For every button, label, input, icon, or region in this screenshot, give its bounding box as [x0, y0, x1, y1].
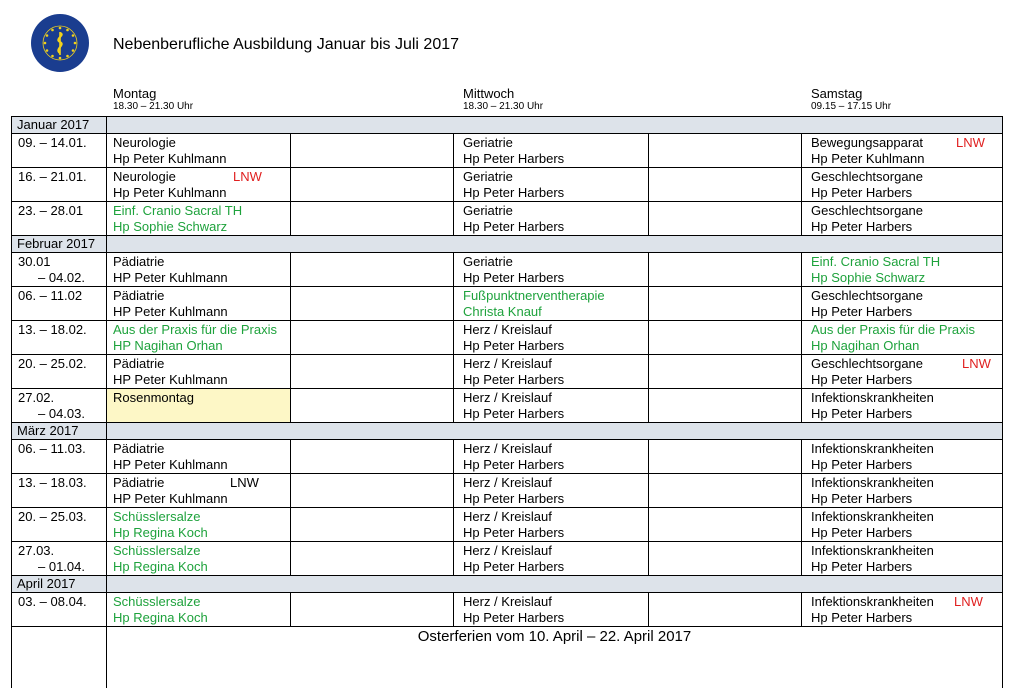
- samstag-teacher: Hp Peter Harbers: [811, 559, 913, 574]
- mittwoch-teacher: Hp Peter Harbers: [463, 338, 565, 353]
- month-band: [11, 575, 1003, 592]
- lnw-badge: LNW: [230, 475, 259, 490]
- mittwoch-subject: Herz / Kreislauf: [463, 356, 552, 371]
- col-divider: [290, 167, 291, 201]
- montag-subject: Neurologie: [113, 135, 176, 150]
- col-divider: [648, 133, 649, 167]
- col-divider: [453, 201, 454, 235]
- row-divider: [11, 626, 1003, 627]
- lnw-badge: LNW: [233, 169, 262, 184]
- month-label: Februar 2017: [17, 236, 96, 251]
- montag-teacher: HP Peter Kuhlmann: [113, 457, 228, 472]
- col-divider: [453, 252, 454, 286]
- samstag-teacher: Hp Peter Harbers: [811, 304, 913, 319]
- col-divider: [648, 167, 649, 201]
- mittwoch-subject: Herz / Kreislauf: [463, 322, 552, 337]
- mittwoch-subject: Fußpunktnerventherapie: [463, 288, 605, 303]
- col-divider: [290, 388, 291, 422]
- mittwoch-subject: Geriatrie: [463, 254, 513, 269]
- mittwoch-teacher: Hp Peter Harbers: [463, 185, 565, 200]
- samstag-subject: Aus der Praxis für die Praxis: [811, 322, 976, 337]
- mittwoch-teacher: Hp Peter Harbers: [463, 270, 565, 285]
- samstag-teacher: Hp Peter Harbers: [811, 372, 913, 387]
- montag-subject: Pädiatrie: [113, 441, 165, 456]
- date-range: 16. – 21.01.: [18, 169, 87, 184]
- date-range: 20. – 25.02.: [18, 356, 87, 371]
- samstag-teacher: Hp Peter Harbers: [811, 185, 913, 200]
- month-label: März 2017: [17, 423, 79, 438]
- col-divider: [801, 167, 802, 201]
- col-divider: [801, 541, 802, 575]
- logo: [30, 13, 90, 73]
- col-divider: [648, 507, 649, 541]
- date-range: 30.01: [18, 254, 51, 269]
- montag-subject: Schüsslersalze: [113, 594, 201, 609]
- col-divider: [648, 388, 649, 422]
- mittwoch-subject: Herz / Kreislauf: [463, 475, 552, 490]
- samstag-teacher: Hp Peter Harbers: [811, 610, 913, 625]
- montag-teacher: Hp Regina Koch: [113, 610, 208, 625]
- mittwoch-subject: Herz / Kreislauf: [463, 509, 552, 524]
- samstag-teacher: Hp Peter Harbers: [811, 525, 913, 540]
- samstag-subject: Geschlechtsorgane: [811, 169, 924, 184]
- lnw-badge: LNW: [956, 135, 985, 150]
- samstag-subject: Infektionskrankheiten: [811, 475, 934, 490]
- col-divider: [453, 354, 454, 388]
- samstag-subject: Bewegungsapparat: [811, 135, 924, 150]
- montag-subject: Pädiatrie: [113, 254, 165, 269]
- col-divider: [453, 473, 454, 507]
- month-band: [11, 235, 1003, 252]
- month-band: [11, 116, 1003, 133]
- day-header-mittwoch: Mittwoch 18.30 – 21.30 Uhr: [463, 86, 544, 112]
- col-divider: [648, 473, 649, 507]
- col-divider: [453, 507, 454, 541]
- col-divider: [648, 592, 649, 626]
- montag-teacher: HP Peter Kuhlmann: [113, 491, 228, 506]
- date-range: 13. – 18.02.: [18, 322, 87, 337]
- date-range: 09. – 14.01.: [18, 135, 87, 150]
- col-divider: [290, 320, 291, 354]
- montag-subject: Einf. Cranio Sacral TH: [113, 203, 243, 218]
- col-divider: [453, 133, 454, 167]
- samstag-teacher: Hp Peter Kuhlmann: [811, 151, 925, 166]
- month-label: Januar 2017: [17, 117, 90, 132]
- col-divider: [453, 592, 454, 626]
- row-divider: [11, 116, 1003, 117]
- col-divider: [801, 592, 802, 626]
- col-divider: [290, 252, 291, 286]
- col-divider: [290, 473, 291, 507]
- month-label: April 2017: [17, 576, 76, 591]
- date-range: 23. – 28.01: [18, 203, 84, 218]
- date-range: 20. – 25.03.: [18, 509, 87, 524]
- col-divider: [801, 354, 802, 388]
- samstag-subject: Einf. Cranio Sacral TH: [811, 254, 941, 269]
- samstag-teacher: Hp Peter Harbers: [811, 491, 913, 506]
- col-divider: [1002, 116, 1003, 688]
- date-range: 27.03.: [18, 543, 55, 558]
- col-divider: [290, 439, 291, 473]
- montag-subject: Pädiatrie: [113, 288, 165, 303]
- col-divider: [648, 354, 649, 388]
- col-divider: [453, 320, 454, 354]
- mittwoch-subject: Herz / Kreislauf: [463, 390, 552, 405]
- montag-teacher: Hp Peter Kuhlmann: [113, 185, 227, 200]
- mittwoch-subject: Geriatrie: [463, 203, 513, 218]
- date-range-end: – 04.02.: [38, 270, 85, 285]
- montag-subject: Neurologie: [113, 169, 176, 184]
- montag-subject: Pädiatrie: [113, 475, 165, 490]
- col-divider: [648, 439, 649, 473]
- lnw-badge: LNW: [962, 356, 991, 371]
- mittwoch-teacher: Hp Peter Harbers: [463, 457, 565, 472]
- samstag-subject: Infektionskrankheiten: [811, 441, 934, 456]
- samstag-teacher: Hp Peter Harbers: [811, 219, 913, 234]
- date-range-end: – 04.03.: [38, 406, 85, 421]
- samstag-teacher: Hp Peter Harbers: [811, 406, 913, 421]
- samstag-subject: Geschlechtsorgane: [811, 356, 924, 371]
- col-divider: [290, 541, 291, 575]
- samstag-subject: Infektionskrankheiten: [811, 509, 934, 524]
- mittwoch-teacher: Hp Peter Harbers: [463, 151, 565, 166]
- mittwoch-teacher: Hp Peter Harbers: [463, 406, 565, 421]
- col-divider: [801, 133, 802, 167]
- mittwoch-teacher: Hp Peter Harbers: [463, 219, 565, 234]
- col-divider: [11, 116, 12, 688]
- row-divider: [11, 235, 1003, 236]
- col-divider: [290, 507, 291, 541]
- date-range: 06. – 11.02: [18, 288, 83, 303]
- col-divider: [453, 286, 454, 320]
- schedule-table: [11, 116, 1003, 688]
- col-divider: [648, 252, 649, 286]
- row-divider: [11, 575, 1003, 576]
- mittwoch-teacher: Hp Peter Harbers: [463, 372, 565, 387]
- montag-teacher: Hp Regina Koch: [113, 525, 208, 540]
- col-divider: [290, 133, 291, 167]
- col-divider: [801, 252, 802, 286]
- montag-teacher: HP Nagihan Orhan: [113, 338, 223, 353]
- col-divider: [801, 473, 802, 507]
- samstag-subject: Geschlechtsorgane: [811, 203, 924, 218]
- col-divider: [648, 541, 649, 575]
- montag-teacher: HP Peter Kuhlmann: [113, 304, 228, 319]
- samstag-teacher: Hp Peter Harbers: [811, 457, 913, 472]
- montag-subject: Schüsslersalze: [113, 543, 201, 558]
- holiday-note: Osterferien vom 10. April – 22. April 2017: [417, 628, 692, 645]
- col-divider: [801, 286, 802, 320]
- montag-teacher: Hp Sophie Schwarz: [113, 219, 228, 234]
- col-divider: [801, 507, 802, 541]
- samstag-subject: Geschlechtsorgane: [811, 288, 924, 303]
- col-divider: [453, 439, 454, 473]
- col-divider: [453, 541, 454, 575]
- col-divider: [290, 286, 291, 320]
- mittwoch-teacher: Hp Peter Harbers: [463, 491, 565, 506]
- col-divider: [648, 320, 649, 354]
- day-header-montag: Montag 18.30 – 21.30 Uhr: [113, 86, 194, 112]
- montag-subject: Pädiatrie: [113, 356, 165, 371]
- col-divider: [648, 286, 649, 320]
- samstag-teacher: Hp Sophie Schwarz: [811, 270, 926, 285]
- mittwoch-teacher: Hp Peter Harbers: [463, 559, 565, 574]
- col-divider: [801, 320, 802, 354]
- mittwoch-subject: Geriatrie: [463, 135, 513, 150]
- col-divider: [801, 439, 802, 473]
- col-divider: [453, 167, 454, 201]
- mittwoch-subject: Herz / Kreislauf: [463, 594, 552, 609]
- col-divider: [801, 388, 802, 422]
- montag-teacher: HP Peter Kuhlmann: [113, 270, 228, 285]
- lnw-badge: LNW: [954, 594, 983, 609]
- montag-subject: Schüsslersalze: [113, 509, 201, 524]
- col-divider: [290, 201, 291, 235]
- day-header-samstag: Samstag 09.15 – 17.15 Uhr: [811, 86, 892, 112]
- col-divider: [290, 592, 291, 626]
- col-divider: [648, 201, 649, 235]
- samstag-subject: Infektionskrankheiten: [811, 390, 934, 405]
- date-range: 03. – 08.04.: [18, 594, 87, 609]
- mittwoch-subject: Herz / Kreislauf: [463, 543, 552, 558]
- date-range: 13. – 18.03.: [18, 475, 87, 490]
- montag-teacher: Hp Regina Koch: [113, 559, 208, 574]
- mittwoch-teacher: Hp Peter Harbers: [463, 525, 565, 540]
- col-divider: [290, 354, 291, 388]
- montag-subject: Rosenmontag: [113, 390, 194, 405]
- mittwoch-subject: Herz / Kreislauf: [463, 441, 552, 456]
- mittwoch-teacher: Hp Peter Harbers: [463, 610, 565, 625]
- montag-teacher: HP Peter Kuhlmann: [113, 372, 228, 387]
- samstag-subject: Infektionskrankheiten: [811, 543, 934, 558]
- col-divider: [453, 388, 454, 422]
- montag-teacher: Hp Peter Kuhlmann: [113, 151, 227, 166]
- row-divider: [11, 422, 1003, 423]
- mittwoch-subject: Geriatrie: [463, 169, 513, 184]
- date-range: 06. – 11.03.: [18, 441, 86, 456]
- mittwoch-teacher: Christa Knauf: [463, 304, 542, 319]
- samstag-teacher: Hp Nagihan Orhan: [811, 338, 920, 353]
- samstag-subject: Infektionskrankheiten: [811, 594, 934, 609]
- montag-subject: Aus der Praxis für die Praxis: [113, 322, 278, 337]
- col-divider: [801, 201, 802, 235]
- page-title: Nebenberufliche Ausbildung Januar bis Juli 2017: [113, 36, 460, 53]
- date-range-end: – 01.04.: [38, 559, 85, 574]
- month-band: [11, 422, 1003, 439]
- date-range: 27.02.: [18, 390, 55, 405]
